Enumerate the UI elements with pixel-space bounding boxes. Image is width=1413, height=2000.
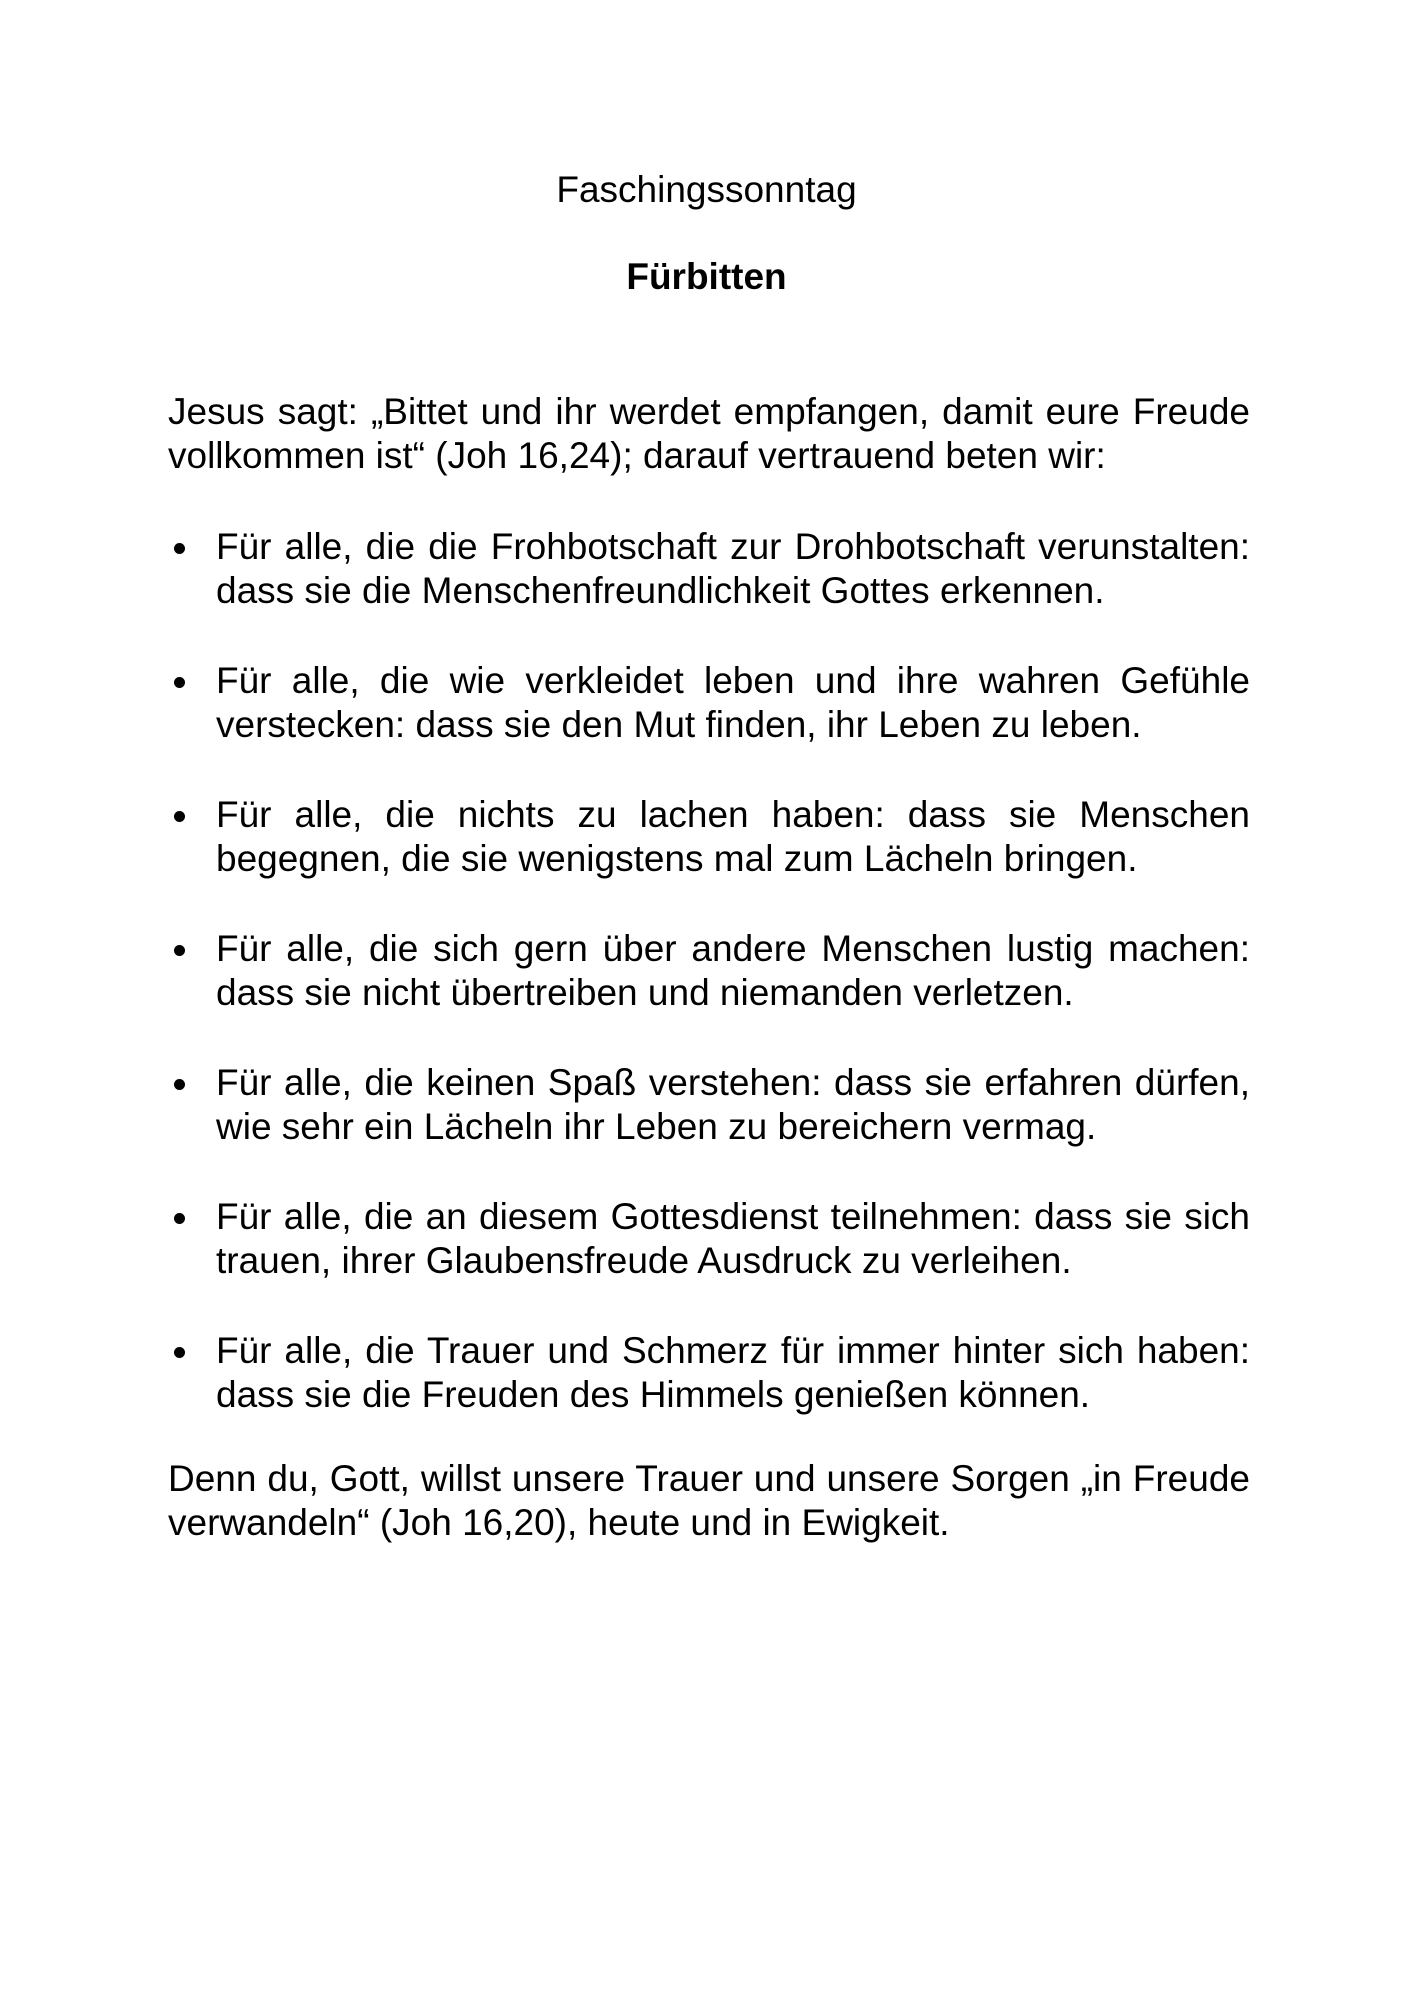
prayer-item — [168, 659, 1250, 747]
bullet-icon — [174, 1079, 185, 1090]
prayer-text: Für alle, die die Frohbotschaft zur Drohbotschaft verunstalten: dass sie die Menschenfreundlichkeit Gottes erkennen. — [216, 526, 1250, 611]
document-subtitle: Faschingssonntag — [556, 169, 857, 210]
bullet-icon — [174, 811, 185, 822]
bullet-icon — [174, 1213, 185, 1224]
bullet-icon — [174, 945, 185, 956]
bullet-icon — [174, 677, 185, 688]
prayer-text: Für alle, die nichts zu lachen haben: dass sie Menschen begegnen, die sie wenigstens mal zum Lächeln bringen. — [216, 794, 1250, 879]
prayer-item — [168, 525, 1250, 613]
prayer-text: Für alle, die wie verkleidet leben und ihre wahren Gefühle verstecken: dass sie den Mut finden, ihr Leben zu leben. — [216, 660, 1250, 745]
closing-paragraph: Denn du, Gott, willst unsere Trauer und unsere Sorgen „in Freude verwandeln“ (Joh 16,20), heute und in Ewigkeit. — [168, 1458, 1250, 1543]
prayer-list — [168, 525, 1250, 1463]
bullet-icon — [174, 1347, 185, 1358]
prayer-item — [168, 1195, 1250, 1283]
intro-paragraph: Jesus sagt: „Bittet und ihr werdet empfangen, damit eure Freude vollkommen ist“ (Joh 16,24); darauf vertrauend beten wir: — [168, 391, 1250, 476]
prayer-item — [168, 1061, 1250, 1149]
prayer-text: Für alle, die sich gern über andere Menschen lustig machen: dass sie nicht übertreiben und niemanden verletzen. — [216, 928, 1250, 1013]
prayer-text: Für alle, die keinen Spaß verstehen: dass sie erfahren dürfen, wie sehr ein Lächeln ihr Leben zu bereichern vermag. — [216, 1062, 1250, 1147]
bullet-icon — [174, 543, 185, 554]
prayer-text: Für alle, die Trauer und Schmerz für immer hinter sich haben: dass sie die Freuden des Himmels genießen können. — [216, 1330, 1250, 1415]
document-title: Fürbitten — [626, 256, 787, 297]
prayer-text: Für alle, die an diesem Gottesdienst teilnehmen: dass sie sich trauen, ihrer Glaubensfreude Ausdruck zu verleihen. — [216, 1196, 1250, 1281]
prayer-item — [168, 927, 1250, 1015]
prayer-item — [168, 1329, 1250, 1417]
prayer-item — [168, 793, 1250, 881]
